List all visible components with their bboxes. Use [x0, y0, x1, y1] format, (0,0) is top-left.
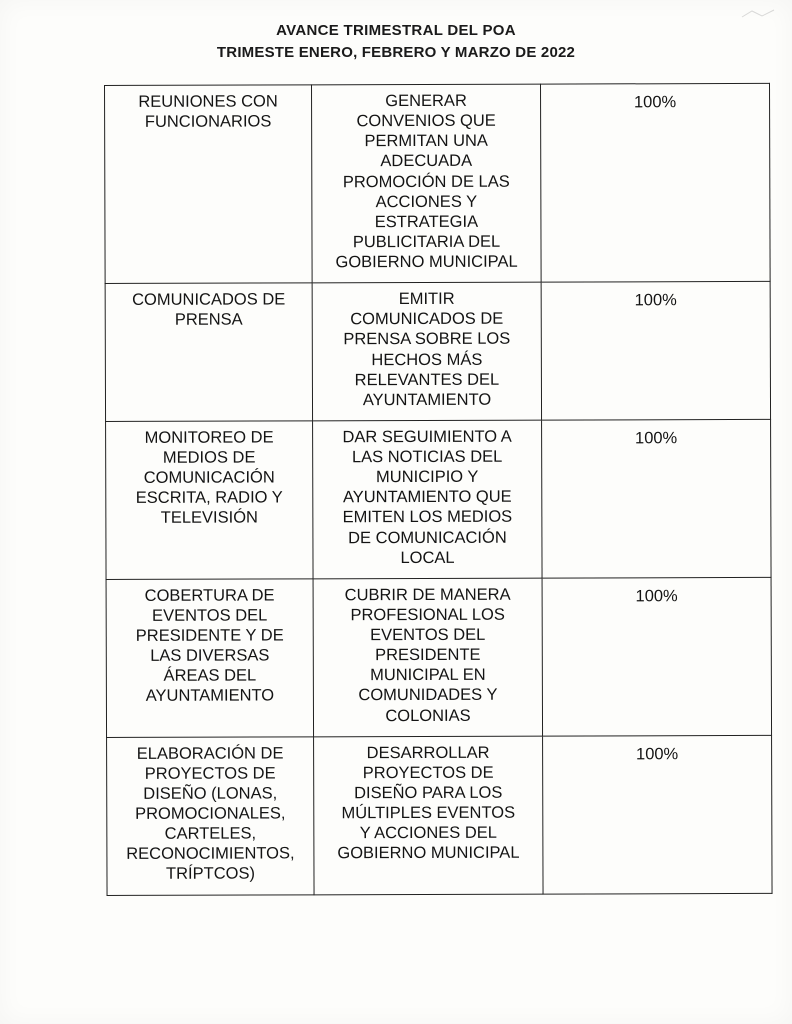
table-row	[107, 735, 772, 895]
objective-cell	[312, 282, 541, 420]
progress-cell	[541, 83, 771, 282]
activity-cell	[105, 283, 312, 421]
objective-cell	[314, 736, 543, 895]
poa-table-body	[105, 83, 773, 895]
objective-cell	[313, 420, 542, 579]
activity-cell	[105, 85, 313, 284]
objective-cell	[313, 578, 542, 737]
activity-text: MONITOREO DE MEDIOS DE COMUNICACIÓN ESCRITA, RADIO Y TELEVISIÓN	[135, 428, 283, 528]
poa-table-container	[104, 83, 733, 895]
objective-text: DESARROLLAR PROYECTOS DE DISEÑO PARA LOS MÚLTIPLES EVENTOS Y ACCIONES DEL GOBIERNO MUNICIPAL	[337, 743, 520, 863]
objective-text: GENERAR CONVENIOS QUE PERMITAN UNA ADECUADA PROMOCIÓN DE LAS ACCIONES Y ESTRATEGIA PUBLICITARIA DEL GOBIERNO MUNICIPAL	[335, 91, 518, 272]
progress-value: 100%	[633, 93, 677, 112]
objective-text: CUBRIR DE MANERA PROFESIONAL LOS EVENTOS DEL PRESIDENTE MUNICIPAL EN COMUNIDADES Y COLONIAS	[344, 585, 511, 725]
document-title-line-1: AVANCE TRIMESTRAL DEL POA	[276, 22, 516, 39]
activity-text: COBERTURA DE EVENTOS DEL PRESIDENTE Y DE LAS DIVERSAS ÁREAS DEL AYUNTAMIENTO	[135, 586, 284, 706]
progress-cell	[542, 419, 771, 578]
progress-value: 100%	[634, 291, 677, 310]
progress-cell	[541, 282, 770, 420]
activity-cell	[106, 579, 313, 738]
document-header	[0, 0, 792, 63]
objective-cell	[312, 84, 542, 283]
activity-cell	[107, 736, 314, 895]
table-row	[105, 83, 771, 283]
activity-text: ELABORACIÓN DE PROYECTOS DE DISEÑO (LONAS, PROMOCIONALES, CARTELES, RECONOCIMIENTOS, TRÍPTCOS)	[126, 744, 295, 884]
activity-cell	[106, 421, 313, 580]
activity-text: REUNIONES CON FUNCIONARIOS	[138, 92, 278, 131]
objective-text: EMITIR COMUNICADOS DE PRENSA SOBRE LOS HECHOS MÁS RELEVANTES DEL AYUNTAMIENTO	[343, 290, 511, 409]
progress-value: 100%	[635, 586, 678, 606]
progress-cell	[542, 577, 771, 736]
progress-value: 100%	[635, 744, 679, 763]
poa-table	[104, 83, 773, 896]
scan-artifact-icon	[740, 8, 776, 20]
document-title-line-2: TRIMESTE ENERO, FEBRERO Y MARZO DE 2022	[216, 43, 576, 61]
table-row	[106, 577, 771, 737]
progress-cell	[543, 735, 772, 894]
objective-text: DAR SEGUIMIENTO A LAS NOTICIAS DEL MUNICIPIO Y AYUNTAMIENTO QUE EMITEN LOS MEDIOS DE COMUNICACIÓN LOCAL	[342, 427, 513, 567]
activity-text: COMUNICADOS DE PRENSA	[132, 290, 286, 330]
progress-value: 100%	[634, 429, 678, 448]
table-row	[106, 419, 771, 579]
table-row	[105, 282, 770, 422]
